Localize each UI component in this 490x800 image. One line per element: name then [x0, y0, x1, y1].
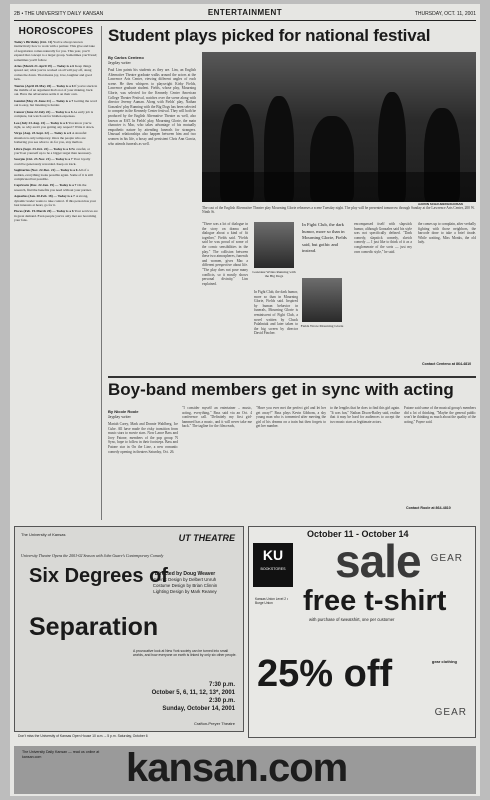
theatre-advertisement — [14, 526, 244, 732]
ut-theatre-logo: UT THEATRE — [178, 533, 235, 543]
fields-photo — [302, 278, 342, 322]
production-credits — [133, 571, 237, 595]
kansan-tagline: The University Daily Kansan — read us online at kansan.com — [22, 750, 100, 759]
sign-name: Sagittarius (Nov. 22-Dec. 21) — Today is a 6 — [14, 168, 79, 173]
ku-bookstore-logo — [253, 543, 293, 587]
lighting-credit: Lighting Design by Mark Reaney — [153, 589, 217, 594]
horoscope-sign — [14, 157, 98, 166]
gear-logo-bottom: GEAR — [434, 707, 467, 718]
sign-text: On the research, find the benefits you need without your partner. — [14, 183, 92, 192]
boyband-byline — [108, 409, 178, 419]
sign-name: Aries (March 21-April 19) — Today is a 6 — [14, 64, 75, 69]
bookstore-sale-advertisement — [248, 526, 476, 738]
kansan-house-ad — [14, 746, 476, 794]
sign-name: Pisces (Feb. 19-March 20) — Today is a 6 — [14, 209, 75, 214]
boyband-story — [108, 380, 476, 520]
boyband-byline-name: By Nicole Roole — [108, 409, 139, 414]
sale-dates: October 11 - October 14 — [307, 529, 409, 539]
page-header — [14, 7, 476, 21]
horoscope-sign — [14, 84, 98, 97]
sale-word: sale — [335, 535, 421, 587]
horoscopes-title: HOROSCOPES — [18, 26, 94, 37]
evening-time: 7:30 p.m. — [208, 682, 235, 688]
feature-contact: Contact Centeno at 864-4810 — [422, 362, 472, 366]
boyband-body-5: Fatone said some of the musical group's members did a lot of thinking. "Maybe the general public won't be thinking as much about the quality of the acting," Payne said. — [404, 406, 476, 424]
horoscope-sign — [14, 183, 98, 192]
horoscope-sign — [14, 209, 98, 222]
store-locations: Kansas Union Level 2 • Burge Union — [255, 597, 289, 605]
feature-body-1: Paul Lim paints his students as they are. Lim, an English Alternative Theatre graduate walks around the actors at the Lawrence Arts Center, viewing different angles of each scene. He then whispers to playwright Kirby Fields, Lawrence graduate student. Fields, whose play, Mourning Glorie, was selected for the Kennedy Center American College Theater Festival, watches over the scene along with director Jeremy Auman. Along with Fields' play, Nathan Gonzalez' play Running with the Big Dogs has been selected to compete in the Kennedy Center festival. They will both be produced by the English Alternative Theatre as well, also known as EAT. In Fields' play, Mourning Glorie, the main character is Mac, who takes advantage of his mutually empathetic nature by attending funerals for strangers. Unusual relationships also happen between him and two women in his life, a bossy and persistent Chris Ann Garcia, who attends funerals as well. — [108, 68, 196, 146]
horoscope-sign — [14, 168, 98, 181]
birthday-heading: Today's Birthday (Oct. 11) — [14, 40, 53, 44]
kansan-wordmark: kansan.com — [126, 746, 348, 790]
horoscope-sign — [14, 147, 98, 156]
sign-text: Keep things spread out; what you've worked on all will pay off, along comes the dawn. That means joy, love, laughter and good luck. — [14, 64, 92, 82]
boyband-byline-role: Jayplay writer — [108, 414, 131, 419]
sign-name: Scorpio (Oct. 23-Nov. 21) — Today is a 7 — [14, 157, 74, 162]
sign-text: All of a sudden, everything looks possible again. Some of it is still complicated but possible. — [14, 168, 94, 181]
feature-byline — [108, 55, 196, 65]
section-title: ENTERTAINMENT — [207, 8, 283, 17]
photo-caption: The cast of the English Alternative Theater play Mourning Glorie rehearses a scene Tuesday night. The play will be presented tomorrow through Sunday at the Lawrence Arts Center, 200 W. Ninth St. — [202, 206, 475, 215]
horoscope-sign — [14, 64, 98, 82]
pull-quote: In Fight Club, the dark humor, more so than in Mourning Glorie, Fields said, but gothic and instead. — [302, 222, 347, 253]
sign-text: A strong, dynamic leader wants to take control. If this person has your best interests at heart, go for it. — [14, 194, 97, 207]
sign-text: A stressful situation is only temporary. Once the people who are bothering you see what to do for you, stay mellow. — [14, 131, 87, 145]
photo-credit: AARON SCHAUBERG/KANSAN — [418, 202, 463, 206]
byline-name: By Carlos Centeno — [108, 55, 144, 60]
feature-body-2: "There was a lot of dialogue in the story on drama and dialogue about a kind of fit together," Fields said. "Fields said he was proud of some of the comic sensibilities in the play." The collision between these two atmospheres, funerals and women, gives Mac a different perspective about life. "The play does not pose many conflicts, so it mostly shows personal divinity," Lim explained. — [202, 222, 248, 286]
theatre-ad-footer: Don't miss the University of Kansas Open House 10 a.m. – 5 p.m. Saturday, October 6 — [18, 734, 148, 738]
sign-name: Leo (July 23-Aug. 22) — Today is a 6 — [14, 120, 69, 125]
horoscope-sign — [14, 99, 98, 108]
theatre-venue: Crafton-Preyer Theatre — [193, 721, 235, 726]
rehearsal-photo — [202, 52, 476, 202]
feature-story — [108, 26, 476, 376]
sign-name: Libra (Sept. 23-Oct. 22) — Today is a 6 — [14, 146, 72, 151]
boyband-body-3: "Have you ever met the perfect girl and let her get away?" Bass plays Kevin Gibbons, a shy young man who is tormented after meeting the girl of his dreams on a train but then forgets to get her number. — [256, 406, 326, 429]
sign-text: As early job is complete, but watch out for hidden expenses. — [14, 109, 94, 119]
page-info: 2B • THE UNIVERSITY DAILY KANSAN — [14, 11, 104, 17]
matinee-time: 2:30 p.m. — [208, 698, 235, 704]
sign-text: Getting the word out is easy, but listening is harder. — [14, 98, 97, 108]
horoscopes-column — [14, 26, 102, 520]
free-tshirt-offer: free t-shirt — [303, 585, 447, 617]
sign-name: Gemini (May 21-June 21) — Today is a 7 — [14, 98, 74, 103]
boyband-headline: Boy-band members get in sync with acting — [108, 380, 454, 399]
director-credit: Directed by Doug Weaver — [154, 571, 216, 577]
birthday-text: You've always known instinctively how to work with a partner. This give and take of negotiation comes naturally for you. This year, you'll expand that concept to a larger group. Sometimes you'll lead; sometimes you'll follow. — [14, 40, 98, 62]
section-divider — [108, 376, 476, 378]
boyband-contact: Contact Roole at 864-4810 — [406, 506, 451, 510]
gear-logo-top: GEAR — [430, 553, 463, 564]
sign-name: Capricorn (Dec. 22-Jan. 19) — Today is a 7 — [14, 183, 78, 188]
sign-name: Taurus (April 20-May 20) — Today is a 6 — [14, 83, 75, 88]
performance-times — [152, 681, 235, 713]
newspaper-page — [10, 4, 480, 796]
horoscope-sign — [14, 110, 98, 119]
fields-caption: Fields Wrote Mourning Glorie — [300, 324, 344, 328]
purchase-condition: with purchase of sweatshirt, one per customer — [309, 617, 395, 622]
sign-text: If you're stuck in the middle of an argument that's not of your making, back out. Have the adversaries settle it on their own. — [14, 83, 98, 97]
feature-col-1 — [108, 52, 196, 368]
gonzalez-photo — [254, 222, 294, 268]
sign-name: Cancer (June 22-July 22) — Today is a 6 — [14, 109, 74, 114]
sign-name: Virgo (Aug. 23-Sept. 22) — Today is a 6 — [14, 131, 72, 136]
horoscope-sign — [14, 121, 98, 130]
sign-text: Your loyalty could be generously rewarded. Keep on track. — [14, 157, 91, 166]
boyband-body-4: to the lengths that he does to find this girl again. "It was fun," Nathan Dixon-Bailey said, realize that it may be hard for audiences to accept the two music stars as legitimate actors. — [330, 406, 400, 424]
horoscope-sign — [14, 131, 98, 144]
discount-offer: 25% off — [257, 653, 393, 695]
ku-logo-text: KU — [262, 547, 284, 563]
boyband-body-2: "I consider myself an entertainer – music, acting, everything," Bass said via an Oct. 4 conference call. "Definitely my first girl-hammed has a music, and it will never take me back." The tagline for the film reads, — [182, 406, 252, 429]
feature-headline: Student plays picked for national festival — [108, 26, 431, 45]
horoscope-sign — [14, 194, 98, 207]
byline-role: Jayplay writer — [108, 60, 131, 65]
boyband-col-1 — [108, 406, 178, 520]
theatre-ad-series: University Theatre Opens the 2001-02 Season with John Guare's Contemporary Comedy — [21, 553, 164, 558]
feature-body-3: In Fight Club, the dark humor, more so than in Mourning Glorie, Fields said. Inspired by human behavior in funerals, Mourning Glorie is reminiscent of Fight Club, a novel written by Chuck Palahniuk and later taken to the big screen by director David Fincher. — [254, 290, 298, 336]
sign-text: Be careful, or you'll set yourself up to be a bigger target than necessary. — [14, 146, 92, 155]
page-date: THURSDAY, OCT. 11, 2001 — [414, 11, 476, 17]
costume-credit: Costume Design by Brian Clinnin — [152, 583, 218, 588]
theatre-ad-university: The University of Kansas — [21, 532, 66, 537]
sign-text: Your services are in great demand. Even people you've only met are becoming your fans. — [14, 209, 98, 223]
play-description: A provocative look at New York society can be turned into small worlds, and how everyone on earth is linked by only six other people. — [133, 649, 237, 658]
gonzalez-caption: Gonzalez Writes Running with the Big Dogs — [252, 270, 296, 279]
gear-clothing-label: gear clothing — [431, 659, 457, 664]
sign-name: Aquarius (Jan. 20-Feb. 18) — Today is a 7 — [14, 194, 76, 199]
ku-logo-sub: BOOKSTORES — [260, 567, 286, 571]
feature-body-5: the comes up to complain, after verbally fighting with those neighbors, the barcode done to take a brief tirade. While waiting, Miss Monks, the old lady. — [418, 222, 476, 245]
scenic-credit: Scenic Design by Delbert Unruh — [153, 577, 217, 582]
sign-text: You know you're right, so why aren't you getting any respect? Write it down. — [14, 120, 95, 129]
play-title-2: Separation — [29, 613, 159, 641]
boyband-body-1: Mariah Carey, Mark and Donnie Wahlberg, Ice Cube. All have made the risky transition from music stars to movie stars. Now Lance Bass and Joey Fatone, members of the pop group 'N Sync, hope to follow in their footsteps. Bass and Fatone star in On the Line, a new romantic comedy opening in theaters Saturday, Oct. 26. — [108, 422, 178, 454]
matinee-dates: Sunday, October 14, 2001 — [162, 706, 235, 712]
play-title-1: Six Degrees of — [29, 565, 168, 587]
feature-body-4: encompassed itself with slapstick humor, although Gonzalez said his style was not specifically defined. "Dark comedy, slapstick comedy, sketch comedy — I just like to think of it as a conglomerate of the sorts — just my own comedic style," he said. — [354, 222, 412, 254]
evening-dates: October 5, 6, 11, 12, 13*, 2001 — [151, 690, 235, 696]
horoscope-signs — [14, 64, 98, 223]
birthday-intro — [14, 40, 98, 62]
